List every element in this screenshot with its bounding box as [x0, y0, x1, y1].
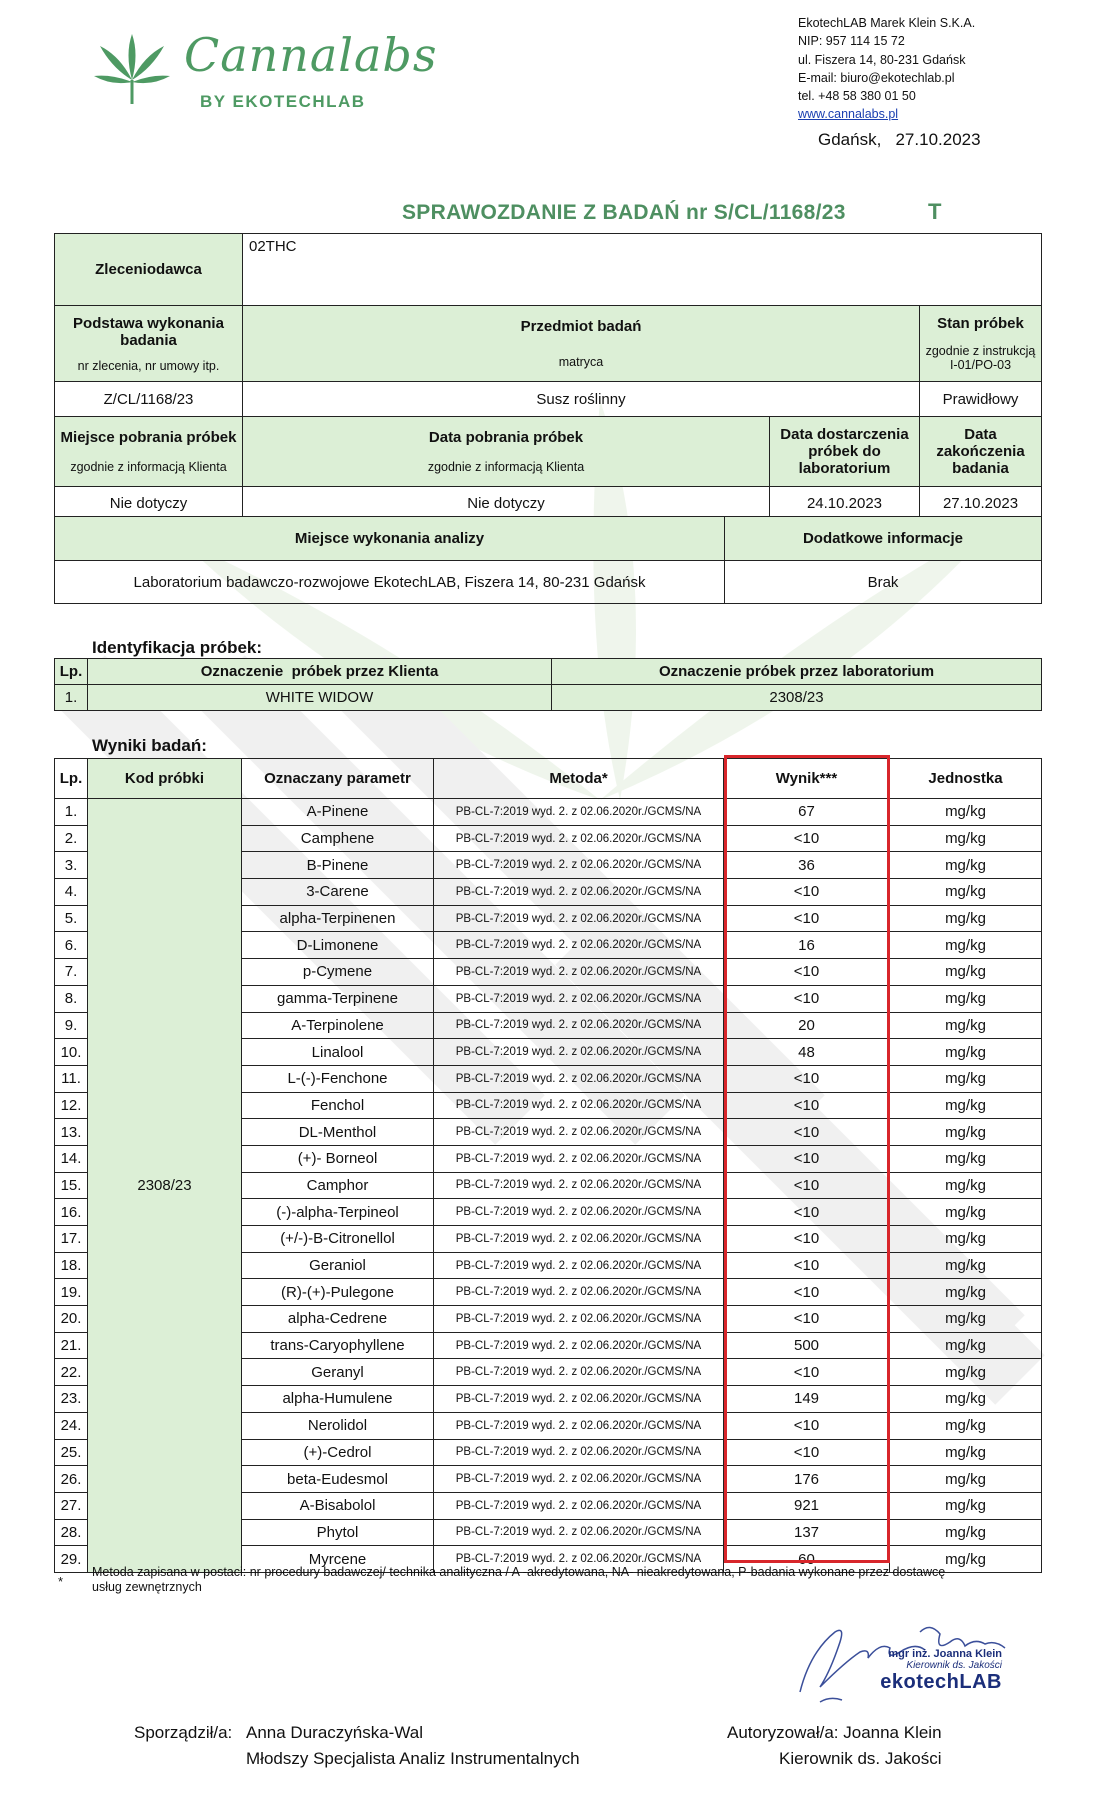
authorized-label: Autoryzował/a:	[727, 1723, 839, 1742]
row-result: <10	[724, 1119, 890, 1146]
row-lp: 5.	[55, 905, 88, 932]
additional-info-value: Brak	[725, 561, 1042, 604]
id-row-lp: 1.	[55, 685, 88, 711]
row-lp: 10.	[55, 1039, 88, 1066]
row-lp: 27.	[55, 1492, 88, 1519]
additional-info-label: Dodatkowe informacje	[725, 517, 1042, 561]
analysis-place-value: Laboratorium badawczo-rozwojowe EkotechLAB, Fiszera 14, 80-231 Gdańsk	[55, 561, 725, 604]
report-info-table	[54, 233, 1042, 520]
results-title: Wyniki badań:	[92, 736, 207, 755]
row-method: PB-CL-7:2019 wyd. 2. z 02.06.2020r./GCMS/NA	[434, 852, 724, 879]
row-result: <10	[724, 1306, 890, 1333]
row-method: PB-CL-7:2019 wyd. 2. z 02.06.2020r./GCMS/NA	[434, 1492, 724, 1519]
row-method: PB-CL-7:2019 wyd. 2. z 02.06.2020r./GCMS/NA	[434, 1252, 724, 1279]
row-method: PB-CL-7:2019 wyd. 2. z 02.06.2020r./GCMS/NA	[434, 1092, 724, 1119]
row-method: PB-CL-7:2019 wyd. 2. z 02.06.2020r./GCMS/NA	[434, 1065, 724, 1092]
state-value: Prawidłowy	[920, 382, 1042, 417]
row-unit: mg/kg	[890, 1279, 1042, 1306]
row-parameter: (-)-alpha-Terpineol	[242, 1199, 434, 1226]
row-lp: 17.	[55, 1226, 88, 1253]
row-unit: mg/kg	[890, 1012, 1042, 1039]
row-parameter: Geraniol	[242, 1252, 434, 1279]
row-result: <10	[724, 985, 890, 1012]
basis-sub: nr zlecenia, nr umowy itp.	[77, 358, 220, 373]
client-value: 02THC	[243, 234, 1042, 306]
row-unit: mg/kg	[890, 1519, 1042, 1546]
row-result: 176	[724, 1466, 890, 1493]
sampling-date-sub: zgodnie z informacją Klienta	[427, 460, 585, 474]
row-unit: mg/kg	[890, 1065, 1042, 1092]
company-line: E-mail: biuro@ekotechlab.pl	[798, 70, 955, 85]
analysis-place-label: Miejsce wykonania analizy	[55, 517, 725, 561]
row-unit: mg/kg	[890, 1492, 1042, 1519]
table-row	[55, 799, 1042, 826]
row-parameter: alpha-Humulene	[242, 1386, 434, 1413]
row-unit: mg/kg	[890, 1039, 1042, 1066]
row-unit: mg/kg	[890, 1172, 1042, 1199]
row-method: PB-CL-7:2019 wyd. 2. z 02.06.2020r./GCMS/NA	[434, 1359, 724, 1386]
row-method: PB-CL-7:2019 wyd. 2. z 02.06.2020r./GCMS/NA	[434, 1226, 724, 1253]
row-lp: 8.	[55, 985, 88, 1012]
row-parameter: (+/-)-B-Citronellol	[242, 1226, 434, 1253]
row-method: PB-CL-7:2019 wyd. 2. z 02.06.2020r./GCMS/NA	[434, 1012, 724, 1039]
row-result: <10	[724, 1439, 890, 1466]
row-parameter: Nerolidol	[242, 1412, 434, 1439]
row-lp: 1.	[55, 799, 88, 826]
row-unit: mg/kg	[890, 959, 1042, 986]
row-result: <10	[724, 905, 890, 932]
row-parameter: D-Limonene	[242, 932, 434, 959]
row-parameter: Geranyl	[242, 1359, 434, 1386]
row-parameter: alpha-Cedrene	[242, 1306, 434, 1333]
row-result: <10	[724, 1199, 890, 1226]
row-result: 67	[724, 799, 890, 826]
company-line: tel. +48 58 380 01 50	[798, 89, 916, 104]
row-parameter: (R)-(+)-Pulegone	[242, 1279, 434, 1306]
company-logo	[92, 18, 438, 118]
row-method: PB-CL-7:2019 wyd. 2. z 02.06.2020r./GCMS/NA	[434, 799, 724, 826]
row-unit: mg/kg	[890, 799, 1042, 826]
sampling-place-value: Nie dotyczy	[55, 487, 243, 520]
row-result: <10	[724, 1226, 890, 1253]
city-date: Gdańsk, 27.10.2023	[818, 130, 981, 149]
row-unit: mg/kg	[890, 1145, 1042, 1172]
row-method: PB-CL-7:2019 wyd. 2. z 02.06.2020r./GCMS/NA	[434, 1199, 724, 1226]
row-result: 16	[724, 932, 890, 959]
company-line: ul. Fiszera 14, 80-231 Gdańsk	[798, 52, 966, 67]
row-parameter: Myrcene	[242, 1546, 434, 1573]
row-lp: 25.	[55, 1439, 88, 1466]
results-col-code: Kod próbki	[88, 759, 242, 799]
row-parameter: A-Pinene	[242, 799, 434, 826]
row-lp: 18.	[55, 1252, 88, 1279]
row-method: PB-CL-7:2019 wyd. 2. z 02.06.2020r./GCMS/NA	[434, 1145, 724, 1172]
row-parameter: trans-Caryophyllene	[242, 1332, 434, 1359]
results-col-result: Wynik***	[724, 759, 890, 799]
row-parameter: B-Pinene	[242, 852, 434, 879]
row-method: PB-CL-7:2019 wyd. 2. z 02.06.2020r./GCMS/NA	[434, 1519, 724, 1546]
row-result: <10	[724, 1412, 890, 1439]
row-result: 20	[724, 1012, 890, 1039]
row-lp: 28.	[55, 1519, 88, 1546]
row-method: PB-CL-7:2019 wyd. 2. z 02.06.2020r./GCMS/NA	[434, 1119, 724, 1146]
row-result: <10	[724, 1279, 890, 1306]
client-label: Zleceniodawca	[55, 234, 243, 306]
row-parameter: 3-Carene	[242, 879, 434, 906]
company-info	[798, 14, 975, 124]
authorized-role: Kierownik ds. Jakości	[779, 1749, 942, 1768]
sampling-date-value: Nie dotyczy	[243, 487, 770, 520]
report-title: SPRAWOZDANIE Z BADAŃ nr S/CL/1168/23	[402, 201, 846, 224]
results-col-param: Oznaczany parametr	[242, 759, 434, 799]
row-unit: mg/kg	[890, 1412, 1042, 1439]
sampling-place-header	[55, 417, 243, 487]
prepared-label: Sporządził/a:	[134, 1723, 233, 1742]
row-unit: mg/kg	[890, 1466, 1042, 1493]
row-unit: mg/kg	[890, 905, 1042, 932]
prepared-by-block	[134, 1720, 580, 1772]
row-unit: mg/kg	[890, 1386, 1042, 1413]
row-result: <10	[724, 959, 890, 986]
row-method: PB-CL-7:2019 wyd. 2. z 02.06.2020r./GCMS/NA	[434, 879, 724, 906]
row-lp: 2.	[55, 825, 88, 852]
delivery-date-value: 24.10.2023	[770, 487, 920, 520]
row-lp: 26.	[55, 1466, 88, 1493]
row-method: PB-CL-7:2019 wyd. 2. z 02.06.2020r./GCMS/NA	[434, 1439, 724, 1466]
row-method: PB-CL-7:2019 wyd. 2. z 02.06.2020r./GCMS/NA	[434, 1039, 724, 1066]
row-parameter: A-Bisabolol	[242, 1492, 434, 1519]
row-result: <10	[724, 1252, 890, 1279]
row-result: 500	[724, 1332, 890, 1359]
stamp-logo: ekotechLAB	[880, 1671, 1002, 1693]
report-mark: T	[928, 199, 942, 224]
row-result: <10	[724, 879, 890, 906]
footnote-text: Metoda zapisana w postaci: nr procedury badawczej/ technika analityczna / A -akredytowana, NA- nieakredytowana, P-badania wykonane przez dostawcę usług zewnętrznych	[92, 1565, 946, 1594]
row-parameter: beta-Eudesmol	[242, 1466, 434, 1493]
sampling-place-label: Miejsce pobrania próbek	[60, 429, 237, 446]
row-unit: mg/kg	[890, 985, 1042, 1012]
result-column-highlight	[724, 755, 890, 1563]
row-method: PB-CL-7:2019 wyd. 2. z 02.06.2020r./GCMS/NA	[434, 1386, 724, 1413]
identification-title: Identyfikacja próbek:	[92, 638, 263, 657]
subject-value: Susz roślinny	[243, 382, 920, 417]
stamp-role: Kierownik ds. Jakości	[906, 1660, 1002, 1671]
logo-subtitle: BY EKOTECHLAB	[200, 92, 366, 111]
row-lp: 29.	[55, 1546, 88, 1573]
website-link[interactable]: www.cannalabs.pl	[798, 107, 899, 122]
row-method: PB-CL-7:2019 wyd. 2. z 02.06.2020r./GCMS/NA	[434, 825, 724, 852]
id-row-lab: 2308/23	[552, 685, 1042, 711]
prepared-role: Młodszy Specjalista Analiz Instrumentalnych	[246, 1749, 580, 1768]
row-result: 921	[724, 1492, 890, 1519]
row-method: PB-CL-7:2019 wyd. 2. z 02.06.2020r./GCMS/NA	[434, 932, 724, 959]
row-parameter: alpha-Terpinenen	[242, 905, 434, 932]
row-result: <10	[724, 1092, 890, 1119]
state-sub: zgodnie z instrukcją I-01/PO-03	[925, 344, 1036, 372]
row-unit: mg/kg	[890, 879, 1042, 906]
row-result: 149	[724, 1386, 890, 1413]
row-unit: mg/kg	[890, 1306, 1042, 1333]
id-col-lab: Oznaczenie próbek przez laboratorium	[552, 659, 1042, 685]
basis-header-cell	[55, 306, 243, 382]
row-method: PB-CL-7:2019 wyd. 2. z 02.06.2020r./GCMS/NA	[434, 1279, 724, 1306]
quality-stamp	[832, 1648, 1002, 1694]
sampling-place-sub: zgodnie z informacją Klienta	[70, 460, 227, 474]
company-line: EkotechLAB Marek Klein S.K.A.	[798, 16, 976, 30]
row-lp: 13.	[55, 1119, 88, 1146]
subject-label: Przedmiot badań	[520, 318, 642, 335]
row-result: <10	[724, 1065, 890, 1092]
delivery-date-label: Data dostarczenia próbek do laboratorium	[770, 417, 920, 487]
row-unit: mg/kg	[890, 1226, 1042, 1253]
row-lp: 16.	[55, 1199, 88, 1226]
row-unit: mg/kg	[890, 1332, 1042, 1359]
logo-brand-text: Cannalabs	[184, 28, 438, 82]
state-label: Stan próbek	[937, 315, 1024, 332]
row-lp: 4.	[55, 879, 88, 906]
row-unit: mg/kg	[890, 1199, 1042, 1226]
sampling-date-header	[243, 417, 770, 487]
row-method: PB-CL-7:2019 wyd. 2. z 02.06.2020r./GCMS/NA	[434, 1332, 724, 1359]
row-lp: 6.	[55, 932, 88, 959]
row-lp: 11.	[55, 1065, 88, 1092]
results-col-unit: Jednostka	[890, 759, 1042, 799]
row-parameter: Phytol	[242, 1519, 434, 1546]
row-result: <10	[724, 825, 890, 852]
id-col-lp: Lp.	[55, 659, 88, 685]
results-col-method: Metoda*	[434, 759, 724, 799]
subject-header-cell	[243, 306, 920, 382]
results-col-lp: Lp.	[55, 759, 88, 799]
row-unit: mg/kg	[890, 1359, 1042, 1386]
row-lp: 9.	[55, 1012, 88, 1039]
results-table	[54, 758, 1042, 1573]
row-unit: mg/kg	[890, 825, 1042, 852]
subject-sub: matryca	[558, 355, 604, 369]
row-method: PB-CL-7:2019 wyd. 2. z 02.06.2020r./GCMS/NA	[434, 959, 724, 986]
row-parameter: gamma-Terpinene	[242, 985, 434, 1012]
cannabis-leaf-icon	[92, 30, 172, 110]
authorized-name: Joanna Klein	[843, 1723, 942, 1742]
row-lp: 23.	[55, 1386, 88, 1413]
row-unit: mg/kg	[890, 1252, 1042, 1279]
row-parameter: Camphene	[242, 825, 434, 852]
row-lp: 12.	[55, 1092, 88, 1119]
row-parameter: Linalool	[242, 1039, 434, 1066]
row-method: PB-CL-7:2019 wyd. 2. z 02.06.2020r./GCMS/NA	[434, 1546, 724, 1573]
row-result: <10	[724, 1172, 890, 1199]
row-lp: 22.	[55, 1359, 88, 1386]
row-result: <10	[724, 1145, 890, 1172]
row-unit: mg/kg	[890, 932, 1042, 959]
sample-identification-table	[54, 658, 1042, 711]
row-parameter: (+)- Borneol	[242, 1145, 434, 1172]
row-lp: 19.	[55, 1279, 88, 1306]
results-body	[55, 799, 1042, 1573]
basis-label: Podstawa wykonania badania	[73, 314, 224, 349]
row-lp: 15.	[55, 1172, 88, 1199]
row-result: 48	[724, 1039, 890, 1066]
sampling-date-label: Data pobrania próbek	[428, 429, 584, 446]
row-method: PB-CL-7:2019 wyd. 2. z 02.06.2020r./GCMS/NA	[434, 1306, 724, 1333]
analysis-place-table	[54, 516, 1042, 604]
row-lp: 14.	[55, 1145, 88, 1172]
row-parameter: DL-Menthol	[242, 1119, 434, 1146]
row-method: PB-CL-7:2019 wyd. 2. z 02.06.2020r./GCMS/NA	[434, 1466, 724, 1493]
stamp-name: mgr inż. Joanna Klein	[888, 1648, 1002, 1660]
row-method: PB-CL-7:2019 wyd. 2. z 02.06.2020r./GCMS/NA	[434, 985, 724, 1012]
row-method: PB-CL-7:2019 wyd. 2. z 02.06.2020r./GCMS/NA	[434, 905, 724, 932]
id-col-client: Oznaczenie próbek przez Klienta	[88, 659, 552, 685]
row-unit: mg/kg	[890, 852, 1042, 879]
row-lp: 7.	[55, 959, 88, 986]
end-date-label: Data zakończenia badania	[920, 417, 1042, 487]
state-header-cell	[920, 306, 1042, 382]
row-parameter: Fenchol	[242, 1092, 434, 1119]
row-lp: 3.	[55, 852, 88, 879]
authorized-by-block	[727, 1720, 942, 1772]
row-result: <10	[724, 1359, 890, 1386]
company-line: NIP: 957 114 15 72	[798, 34, 905, 49]
row-parameter: A-Terpinolene	[242, 1012, 434, 1039]
row-unit: mg/kg	[890, 1119, 1042, 1146]
row-method: PB-CL-7:2019 wyd. 2. z 02.06.2020r./GCMS/NA	[434, 1172, 724, 1199]
row-result: 60	[724, 1546, 890, 1573]
row-parameter: L-(-)-Fenchone	[242, 1065, 434, 1092]
footnote-star: *	[58, 1574, 64, 1589]
row-unit: mg/kg	[890, 1092, 1042, 1119]
basis-value: Z/CL/1168/23	[55, 382, 243, 417]
sample-code-cell: 2308/23	[88, 799, 242, 1573]
row-lp: 24.	[55, 1412, 88, 1439]
row-parameter: Camphor	[242, 1172, 434, 1199]
row-parameter: p-Cymene	[242, 959, 434, 986]
row-parameter: (+)-Cedrol	[242, 1439, 434, 1466]
prepared-name: Anna Duraczyńska-Wal	[246, 1723, 423, 1742]
end-date-value: 27.10.2023	[920, 487, 1042, 520]
row-lp: 21.	[55, 1332, 88, 1359]
row-result: 36	[724, 852, 890, 879]
row-lp: 20.	[55, 1306, 88, 1333]
id-row-client: WHITE WIDOW	[88, 685, 552, 711]
row-unit: mg/kg	[890, 1546, 1042, 1573]
row-method: PB-CL-7:2019 wyd. 2. z 02.06.2020r./GCMS/NA	[434, 1412, 724, 1439]
row-result: 137	[724, 1519, 890, 1546]
row-unit: mg/kg	[890, 1439, 1042, 1466]
